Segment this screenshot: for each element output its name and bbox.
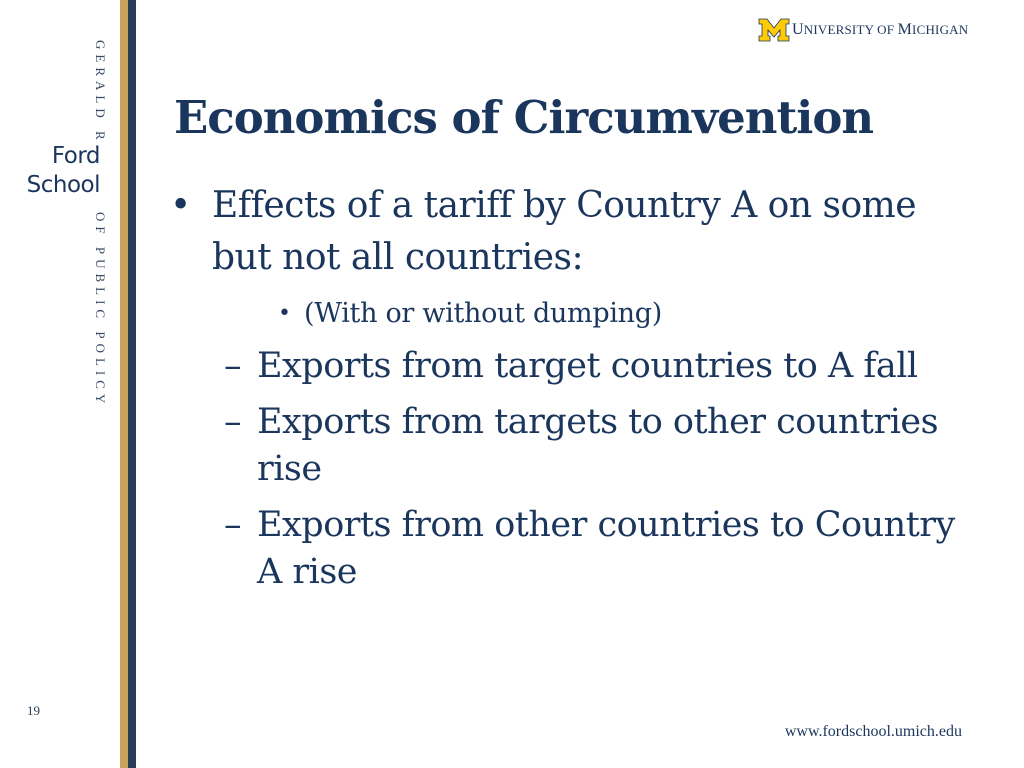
bullet-marker: • [278,301,291,326]
sub-bullet-item [168,343,968,390]
gerald-r-vertical-text: GERALD R. [93,40,108,153]
bullet-text: Effects of a tariff by Country A on some but not all countries: [212,185,917,278]
bullet-list [168,180,968,596]
bullet-marker: • [170,185,191,226]
ford-school-wordmark [14,142,100,200]
page-number: 19 [27,703,40,718]
bullet-text: Exports from other countries to Country A rise [257,505,955,592]
university-of-michigan-wordmark: UNIVERSITY OF MICHIGAN [792,21,969,38]
sidebar [0,0,120,768]
block-m-icon [758,18,790,42]
slide-title: Economics of Circumvention [174,91,874,144]
gold-divider-bar [120,0,128,768]
dash-marker: – [224,402,241,442]
dash-marker: – [224,346,241,386]
sub-bullet-item [168,502,968,596]
bullet-text: Exports from target countries to A fall [257,346,918,386]
footer-website-url: www.fordschool.umich.edu [784,723,962,740]
navy-divider-bar [128,0,136,768]
ford-word: Ford [51,143,100,169]
bullet-text: (With or without dumping) [304,298,662,329]
public-policy-vertical-text: OF PUBLIC POLICY [93,212,108,409]
bullet-text: Exports from targets to other countries rise [257,402,939,489]
sub-bullet-item [168,399,968,493]
sub-sub-bullet-item [168,294,968,334]
university-of-michigan-logo [758,18,968,42]
bullet-item [168,180,968,284]
school-word: School [26,172,100,198]
dash-marker: – [224,505,241,545]
